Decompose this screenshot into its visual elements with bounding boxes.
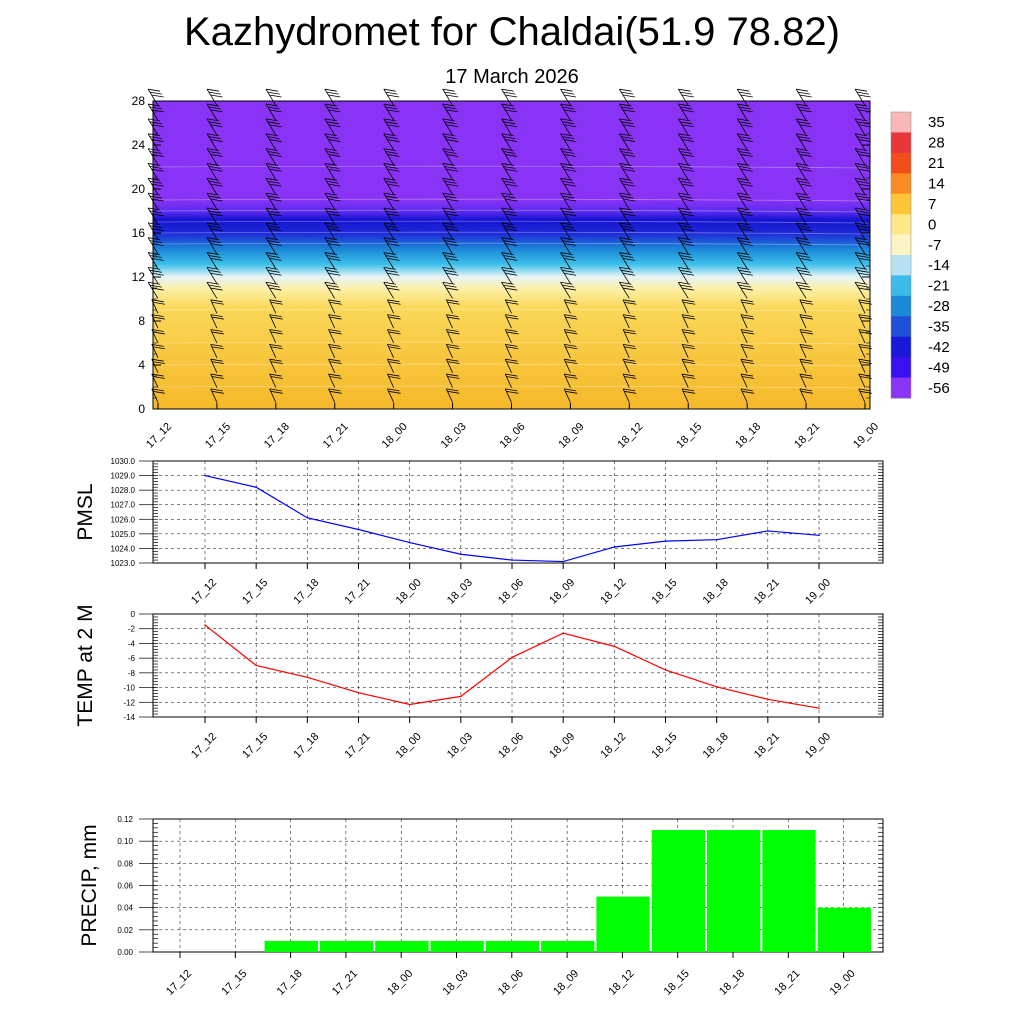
x-tick-label: 18_03	[440, 967, 471, 998]
colorbar-label: -49	[928, 359, 950, 377]
data-point	[562, 561, 564, 563]
precip-bar	[596, 897, 649, 952]
y-tick-label: 1027.0	[110, 500, 135, 510]
y-tick-label: 8	[138, 314, 145, 328]
y-tick-label: 0.04	[117, 903, 133, 913]
wind-barb-flag	[798, 92, 810, 94]
x-tick-label: 17_15	[219, 967, 250, 998]
y-axis-label: PRECIP, mm	[78, 824, 101, 947]
x-tick-label: 18_15	[661, 967, 692, 998]
x-tick-label: 18_12	[598, 730, 629, 761]
data-point	[204, 624, 206, 626]
data-point	[204, 475, 206, 477]
wind-barb-flag	[266, 89, 278, 91]
wind-barb-flag	[737, 89, 749, 91]
y-tick-label: -12	[123, 698, 135, 708]
precip-bar	[375, 941, 428, 952]
data-point	[511, 657, 513, 659]
y-tick-label: 28	[131, 94, 145, 108]
chart-title: Kazhydromet for Chaldai(51.9 78.82)	[184, 10, 840, 54]
x-tick-label: 18_18	[717, 967, 748, 998]
x-tick-label: 18_06	[496, 576, 527, 607]
wind-barb-flag	[619, 89, 631, 91]
x-tick-label: 17_18	[274, 967, 305, 998]
x-tick-label: 18_03	[444, 730, 475, 761]
wind-barb-flag	[502, 89, 514, 91]
wind-barb-flag	[796, 89, 808, 91]
x-tick-label: 19_00	[827, 967, 858, 998]
y-tick-label: 0	[130, 610, 135, 619]
wind-barb-flag	[859, 95, 871, 97]
y-axis-label: PMSL	[74, 483, 97, 541]
data-point	[307, 517, 309, 519]
precip-bar	[431, 941, 484, 952]
data-point	[716, 539, 718, 541]
colorbar-swatch	[891, 112, 911, 133]
y-tick-label: 1026.0	[110, 515, 135, 525]
colorbar-swatch	[891, 132, 911, 153]
colorbar-label: -28	[928, 298, 950, 316]
data-point	[358, 529, 360, 531]
y-tick-label: -14	[123, 713, 135, 722]
x-tick-label: 18_00	[385, 967, 416, 998]
x-tick-label: 17_15	[240, 576, 271, 607]
data-point	[511, 559, 513, 561]
x-tick-label: 18_18	[700, 576, 731, 607]
wind-barb-flag	[325, 89, 337, 91]
x-tick-label: 18_21	[751, 576, 782, 607]
x-tick-label: 17_18	[291, 576, 322, 607]
x-tick-label: 17_21	[342, 730, 373, 761]
x-tick-label: 18_12	[606, 967, 637, 998]
y-tick-label: -8	[127, 668, 135, 678]
y-tick-label: 0.08	[117, 859, 133, 869]
precip-bar	[652, 830, 705, 952]
x-tick-label: 18_00	[393, 576, 424, 607]
wind-barb-flag	[207, 89, 219, 91]
wind-barb-flag	[446, 95, 458, 97]
wind-barb-flag	[328, 95, 340, 97]
x-tick-label: 18_00	[379, 420, 410, 451]
y-tick-label: 1025.0	[110, 529, 135, 539]
x-tick-label: 18_06	[497, 420, 528, 451]
x-tick-label: 17_18	[261, 420, 292, 451]
x-tick-label: 18_06	[496, 730, 527, 761]
precip-bar	[320, 941, 373, 952]
x-tick-label: 18_21	[772, 967, 803, 998]
x-tick-label: 18_18	[700, 730, 731, 761]
colorbar-swatch	[891, 235, 911, 256]
x-tick-label: 17_21	[320, 420, 351, 451]
data-point	[358, 692, 360, 694]
pmsl-panel	[74, 457, 883, 607]
x-tick-label: 19_00	[851, 420, 882, 451]
precip-bar	[541, 941, 594, 952]
y-tick-label: 4	[138, 358, 145, 372]
wind-barb-flag	[621, 92, 633, 94]
x-tick-label: 17_18	[291, 730, 322, 761]
wind-barb-flag	[269, 95, 281, 97]
wind-barb-flag	[564, 95, 576, 97]
x-tick-label: 17_15	[240, 730, 271, 761]
data-point	[665, 669, 667, 671]
colorbar-swatch	[891, 378, 911, 399]
y-tick-label: 1028.0	[110, 486, 135, 496]
y-tick-label: 1029.0	[110, 471, 135, 481]
x-tick-label: 17_12	[164, 967, 195, 998]
x-tick-label: 18_09	[547, 730, 578, 761]
data-point	[460, 696, 462, 698]
wind-barb-flag	[739, 92, 751, 94]
temp-panel	[74, 604, 883, 760]
wind-barb-flag	[560, 89, 572, 91]
y-tick-label: 0.02	[117, 925, 133, 935]
wind-barb-flag	[682, 95, 694, 97]
x-tick-label: 18_09	[551, 967, 582, 998]
wind-barb-flag	[386, 92, 398, 94]
plot-frame	[153, 461, 883, 563]
colorbar-label: 14	[928, 175, 945, 193]
y-tick-label: 20	[131, 182, 145, 196]
wind-barb-flag	[623, 95, 635, 97]
wind-barb-flag	[148, 89, 160, 91]
wind-barb-flag	[327, 92, 339, 94]
x-tick-label: 17_12	[189, 576, 220, 607]
y-axis-label: TEMP at 2 M	[74, 604, 97, 727]
x-tick-label: 18_03	[438, 420, 469, 451]
colorbar-label: 21	[928, 155, 945, 173]
x-tick-label: 18_18	[733, 420, 764, 451]
data-point	[562, 632, 564, 634]
x-tick-label: 18_21	[751, 730, 782, 761]
wind-barb-flag	[741, 95, 753, 97]
x-tick-label: 18_12	[598, 576, 629, 607]
x-tick-label: 19_00	[803, 730, 834, 761]
wind-barb-flag	[444, 92, 456, 94]
colorbar-label: 0	[928, 216, 937, 234]
data-point	[614, 546, 616, 548]
colorbar-label: -42	[928, 338, 950, 356]
colorbar-swatch	[891, 296, 911, 317]
colorbar-swatch	[891, 316, 911, 337]
data-point	[307, 676, 309, 678]
plot-frame	[153, 614, 883, 717]
x-tick-label: 17_12	[189, 730, 220, 761]
wind-barb-flag	[268, 92, 280, 94]
data-point	[409, 542, 411, 544]
precip-bar	[265, 941, 318, 952]
colorbar-label: -56	[928, 379, 950, 397]
colorbar-swatch	[891, 214, 911, 235]
wind-barb-flag	[680, 92, 692, 94]
wind-barb-flag	[855, 89, 867, 91]
colorbar-label: -14	[928, 257, 950, 275]
colorbar-swatch	[891, 173, 911, 194]
colorbar-label: 35	[928, 114, 945, 132]
y-tick-label: 0.06	[117, 881, 133, 891]
y-tick-label: 1023.0	[110, 559, 135, 568]
wind-barb-flag	[505, 95, 517, 97]
wind-barb-flag	[562, 92, 574, 94]
y-tick-label: -10	[123, 683, 135, 693]
data-point	[818, 707, 820, 709]
x-tick-label: 18_09	[547, 576, 578, 607]
x-tick-label: 18_03	[444, 576, 475, 607]
x-tick-label: 18_15	[649, 730, 680, 761]
wind-barb-flag	[152, 95, 164, 97]
x-tick-label: 17_15	[202, 420, 234, 451]
colorbar-swatch	[891, 357, 911, 378]
data-point	[255, 665, 257, 667]
x-tick-label: 18_12	[615, 420, 646, 451]
wind-barb-flag	[857, 92, 869, 94]
temperature-colorbar	[891, 112, 950, 399]
wind-barb-flag	[209, 92, 221, 94]
wind-barb-flag	[503, 92, 515, 94]
data-point	[409, 704, 411, 706]
x-tick-label: 18_15	[649, 576, 680, 607]
x-tick-label: 17_21	[329, 967, 361, 998]
x-tick-label: 17_21	[342, 576, 373, 607]
x-tick-label: 18_09	[556, 420, 587, 451]
series-line	[205, 625, 819, 708]
data-point	[460, 553, 462, 555]
y-tick-label: 0.12	[117, 815, 133, 824]
precip-bar	[818, 908, 871, 952]
colorbar-swatch	[891, 255, 911, 276]
colorbar-label: 7	[928, 195, 937, 213]
y-tick-label: 0.00	[117, 948, 133, 957]
y-tick-label: -2	[127, 624, 135, 634]
wind-barb-flag	[150, 92, 162, 94]
colorbar-label: -35	[928, 318, 950, 336]
colorbar-swatch	[891, 275, 911, 296]
data-point	[818, 535, 820, 537]
x-tick-label: 18_06	[495, 967, 526, 998]
data-point	[767, 699, 769, 701]
x-tick-label: 19_00	[803, 576, 834, 607]
data-point	[665, 540, 667, 542]
precip-bar	[762, 830, 815, 952]
colorbar-label: 28	[928, 134, 945, 152]
data-point	[255, 486, 257, 488]
x-tick-label: 18_00	[393, 730, 424, 761]
wind-barb-flag	[211, 95, 223, 97]
y-tick-label: 24	[131, 138, 145, 152]
y-tick-label: -4	[127, 639, 135, 649]
y-tick-label: 16	[131, 226, 145, 240]
wind-barb-flag	[387, 95, 399, 97]
x-tick-label: 17_12	[144, 420, 175, 451]
y-tick-label: 1024.0	[110, 544, 135, 554]
y-tick-label: 0.10	[117, 837, 133, 847]
y-tick-label: -6	[127, 654, 135, 664]
colorbar-label: -7	[928, 236, 942, 254]
y-tick-label: 0	[138, 402, 145, 416]
data-point	[767, 530, 769, 532]
y-tick-label: 12	[131, 270, 145, 284]
precip-bar	[486, 941, 539, 952]
wind-barb-flag	[384, 89, 396, 91]
x-tick-label: 18_21	[792, 420, 823, 451]
precip-bar	[707, 830, 760, 952]
colorbar-swatch	[891, 194, 911, 215]
y-tick-label: 1030.0	[110, 457, 135, 466]
wind-barb-flag	[443, 89, 455, 91]
precip-panel	[78, 815, 883, 998]
wind-barb-flag	[800, 95, 812, 97]
colorbar-label: -21	[928, 277, 950, 295]
data-point	[614, 646, 616, 648]
wind-barb-flag	[678, 89, 690, 91]
x-tick-label: 18_15	[674, 420, 705, 451]
cross-section-panel	[132, 89, 881, 451]
data-point	[716, 686, 718, 688]
chart-subtitle: 17 March 2026	[445, 66, 579, 88]
colorbar-swatch	[891, 153, 911, 174]
colorbar-swatch	[891, 337, 911, 358]
